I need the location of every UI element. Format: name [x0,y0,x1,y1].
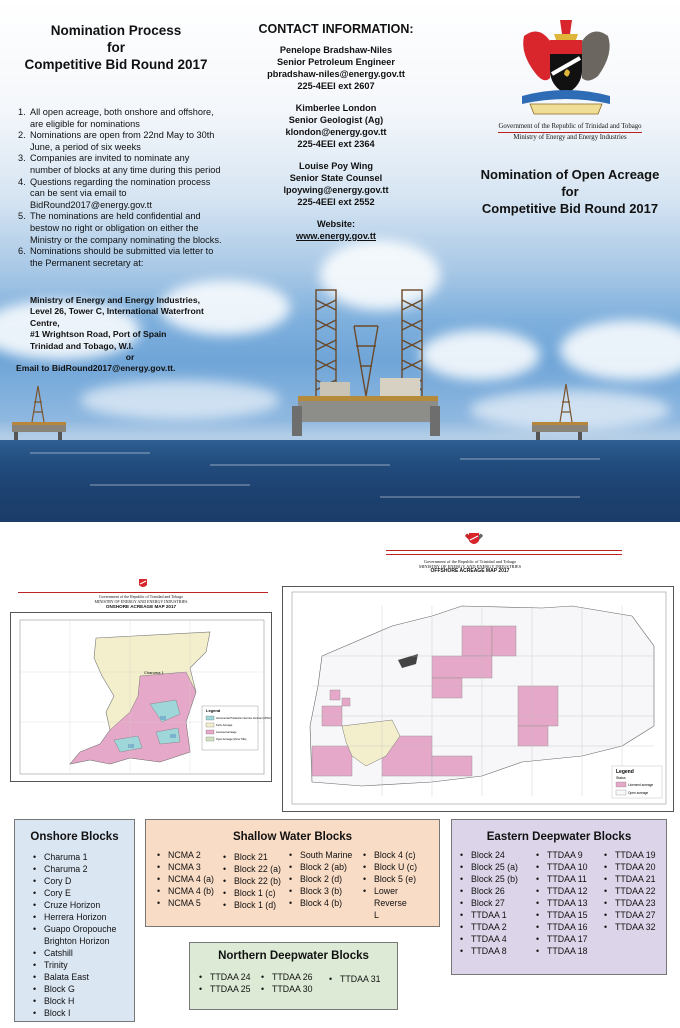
list-item: • TTDAA 2 [458,921,534,933]
map-title: ONSHORE ACREAGE MAP 2017 [105,604,177,609]
list-item: • NCMA 5 [155,897,221,909]
list-item: • TTDAA 9 [534,849,602,861]
nomination-process-title: Nomination Process for Competitive Bid Round 2017 [24,23,208,72]
list-item: • TTDAA 31 [327,973,389,985]
list-item: • TTDAA 1 [458,909,534,921]
sea [0,440,680,522]
list-item: • Balata East [31,971,134,983]
government-line: Government of the Republic of Trinidad and Tobago Ministry of Energy and Energy Industries [498,123,642,141]
list-item: • TTDAA 24 [197,971,259,983]
ministry-address: Ministry of Energy and Energy Industries, Level 26, Tower C, International Waterfront Centre, #1 Wrightson Road, Port of Spain Trinidad and Tobago, W.I. or Email to BidRound2017@energy.gov.tt. [30,295,230,375]
list-item: • TTDAA 15 [534,909,602,921]
list-item: • Block I [31,1007,134,1019]
list-item: • Block 2 (ab) [287,861,361,873]
charuma-1-label: Charuma 1 [144,670,164,675]
legend-item: Licensed acreage [628,783,654,787]
list-item: • Block 24 [458,849,534,861]
legend-item: Open Acreage (Zone Title) [216,738,247,741]
list-item: • Block U (c) [361,861,427,873]
list-item: • Cory D [31,875,134,887]
eastern-deepwater-blocks-title: Eastern Deepwater Blocks [486,831,632,843]
list-item: • Block H [31,995,134,1007]
list-item: 5. The nominations are held confidential and bestow no right or obligation on either the Ministry or the company nominating the blocks. [18,211,222,245]
list-item: • TTDAA 4 [458,933,534,945]
blocks-column [602,849,668,957]
onshore-blocks-box [14,819,135,1022]
list-item: 4. Questions regarding the nomination process can be sent via email to BidRound2017@energy.gov.tt [18,176,211,210]
small-coat-of-arms-icon [136,576,150,590]
list-item: • TTDAA 22 [602,885,668,897]
legend-item: Open acreage [628,791,649,795]
onshore-map-graphic [10,612,272,782]
list-item: • TTDAA 23 [602,897,668,909]
list-item: 2. Nominations are open from 22nd May to 30th June, a period of six weeks [18,130,215,152]
list-item: • TTDAA 13 [534,897,602,909]
list-item: • Charuma 1 [31,851,134,863]
map-ministry-line: MINISTRY OF ENERGY AND ENERGY INDUSTRIES [418,564,522,570]
list-item: • Block 21 [221,851,287,863]
legend-status: Status [616,776,626,780]
legend-title: Legend [616,769,634,775]
list-item: • Block 1 (d) [221,899,287,911]
list-item: • TTDAA 10 [534,861,602,873]
list-item: • Block 2 (d) [287,873,361,885]
contact-person: Louise Poy Wing Senior State Counsel lpoywing@energy.gov.tt 225-4EEI ext 2552 [246,160,426,208]
email-link[interactable]: klondon@energy.gov.tt [285,127,387,137]
list-item: • NCMA 4 (a) [155,873,221,885]
list-item: • TTDAA 16 [534,921,602,933]
list-item: • Lower Reverse L [361,885,413,921]
list-item: 1. All open acreage, both onshore and offshore, are eligible for nominations [18,107,214,129]
legend-title: Legend [206,708,221,713]
list-item: • Cruze Horizon [31,899,134,911]
blocks-column [221,851,287,921]
onshore-acreage-map [10,576,272,782]
list-item: 6. Nominations should be submitted via letter to the Permanent secretary at: [18,246,214,268]
list-item: • NCMA 4 (b) [155,885,221,897]
email-line: Email to BidRound2017@energy.gov.tt. [16,363,176,374]
list-item: • TTDAA 19 [602,849,668,861]
northern-deepwater-blocks-box [189,942,398,1010]
list-item: • Block 25 (b) [458,873,534,885]
list-item: • Block 4 (c) [361,849,427,861]
blocks-column [259,971,327,995]
cloud [80,380,280,420]
list-item: • Herrera Horizon [31,911,134,923]
onshore-blocks-list [31,851,134,1019]
website-label: Website: [316,219,356,229]
contact-information [246,22,426,242]
list-item: • Block 25 (a) [458,861,534,873]
onshore-blocks-title: Onshore Blocks [30,831,119,843]
list-item: • Block 5 (e) [361,873,427,885]
list-item: • Block 26 [458,885,534,897]
list-item: • South Marine [287,849,361,861]
list-item: • Block 22 (a) [221,863,287,875]
list-item: • Guapo Oropouche Brighton Horizon [31,923,134,947]
eastern-deepwater-blocks-box [451,819,667,975]
blocks-column [361,849,427,921]
contact-person: Penelope Bradshaw-Niles Senior Petroleum Engineer pbradshaw-niles@energy.gov.tt 225-4EEI ext 2607 [246,44,426,92]
email-link[interactable]: lpoywing@energy.gov.tt [283,185,389,195]
offshore-acreage-map [282,530,674,812]
nomination-open-acreage-title: Nomination of Open Acreage for Competitive Bid Round 2017 [480,167,660,216]
northern-deepwater-blocks-title: Northern Deepwater Blocks [218,950,369,962]
list-item: • Cory E [31,887,134,899]
blocks-column [534,849,602,957]
list-item: • Block 4 (b) [287,897,361,909]
list-item: • TTDAA 25 [197,983,259,995]
list-item: • TTDAA 30 [259,983,327,995]
map-title: OFFSHORE ACREAGE MAP 2017 [430,568,510,575]
list-item: • TTDAA 8 [458,945,534,957]
oil-rig-center-icon [290,286,442,444]
contact-person: Kimberlee London Senior Geologist (Ag) klondon@energy.gov.tt 225-4EEI ext 2364 [246,102,426,150]
website-link[interactable]: www.energy.gov.tt [296,231,376,241]
list-item: • TTDAA 26 [259,971,327,983]
or-label: or [125,352,135,363]
list-item: • Charuma 2 [31,863,134,875]
nomination-process-list [18,107,223,269]
list-item: • TTDAA 21 [602,873,668,885]
shallow-water-blocks-title: Shallow Water Blocks [232,831,353,843]
offshore-map-graphic [282,586,674,812]
map-gov-line: Government of the Republic of Trinidad and Tobago [98,594,184,599]
list-item: • Block 3 (b) [287,885,361,897]
blocks-column [327,973,389,995]
list-item: • Block 22 (b) [221,875,287,887]
email-link[interactable]: pbradshaw-niles@energy.gov.tt [267,69,405,79]
oil-rig-right-icon [530,380,590,442]
list-item: • NCMA 2 [155,849,221,861]
list-item: • NCMA 3 [155,861,221,873]
list-item: • Block 27 [458,897,534,909]
blocks-column [197,971,259,995]
small-coat-of-arms-icon [464,530,484,548]
list-item: • TTDAA 17 [534,933,602,945]
list-item: • Block 1 (c) [221,887,287,899]
contact-heading: CONTACT INFORMATION: [258,22,414,36]
coat-of-arms-icon [510,14,622,118]
shallow-water-blocks-box [145,819,440,927]
blocks-column [287,849,361,921]
list-item: • Trinity [31,959,134,971]
legend-item: Licensed acreage [216,731,237,734]
legend-item: Incremental Production Service Contract (IPSC) [216,717,272,720]
list-item: • TTDAA 27 [602,909,668,921]
list-item: • TTDAA 20 [602,861,668,873]
list-item: • TTDAA 18 [534,945,602,957]
blocks-column [458,849,534,957]
cloud [560,320,680,380]
list-item: • TTDAA 32 [602,921,668,933]
list-item: 3. Companies are invited to nominate any number of blocks at any time during this period [18,153,221,175]
blocks-column [155,849,221,921]
map-ministry-line: MINISTRY OF ENERGY AND ENERGY INDUSTRIES [94,599,188,604]
oil-rig-left-icon [8,382,68,442]
map-gov-line: Government of the Republic of Trinidad and Tobago [423,559,517,564]
legend-item: Farm Acreage [216,724,233,727]
list-item: • TTDAA 12 [534,885,602,897]
list-item: • TTDAA 11 [534,873,602,885]
list-item: • Catshill [31,947,134,959]
list-item: • Block G [31,983,134,995]
